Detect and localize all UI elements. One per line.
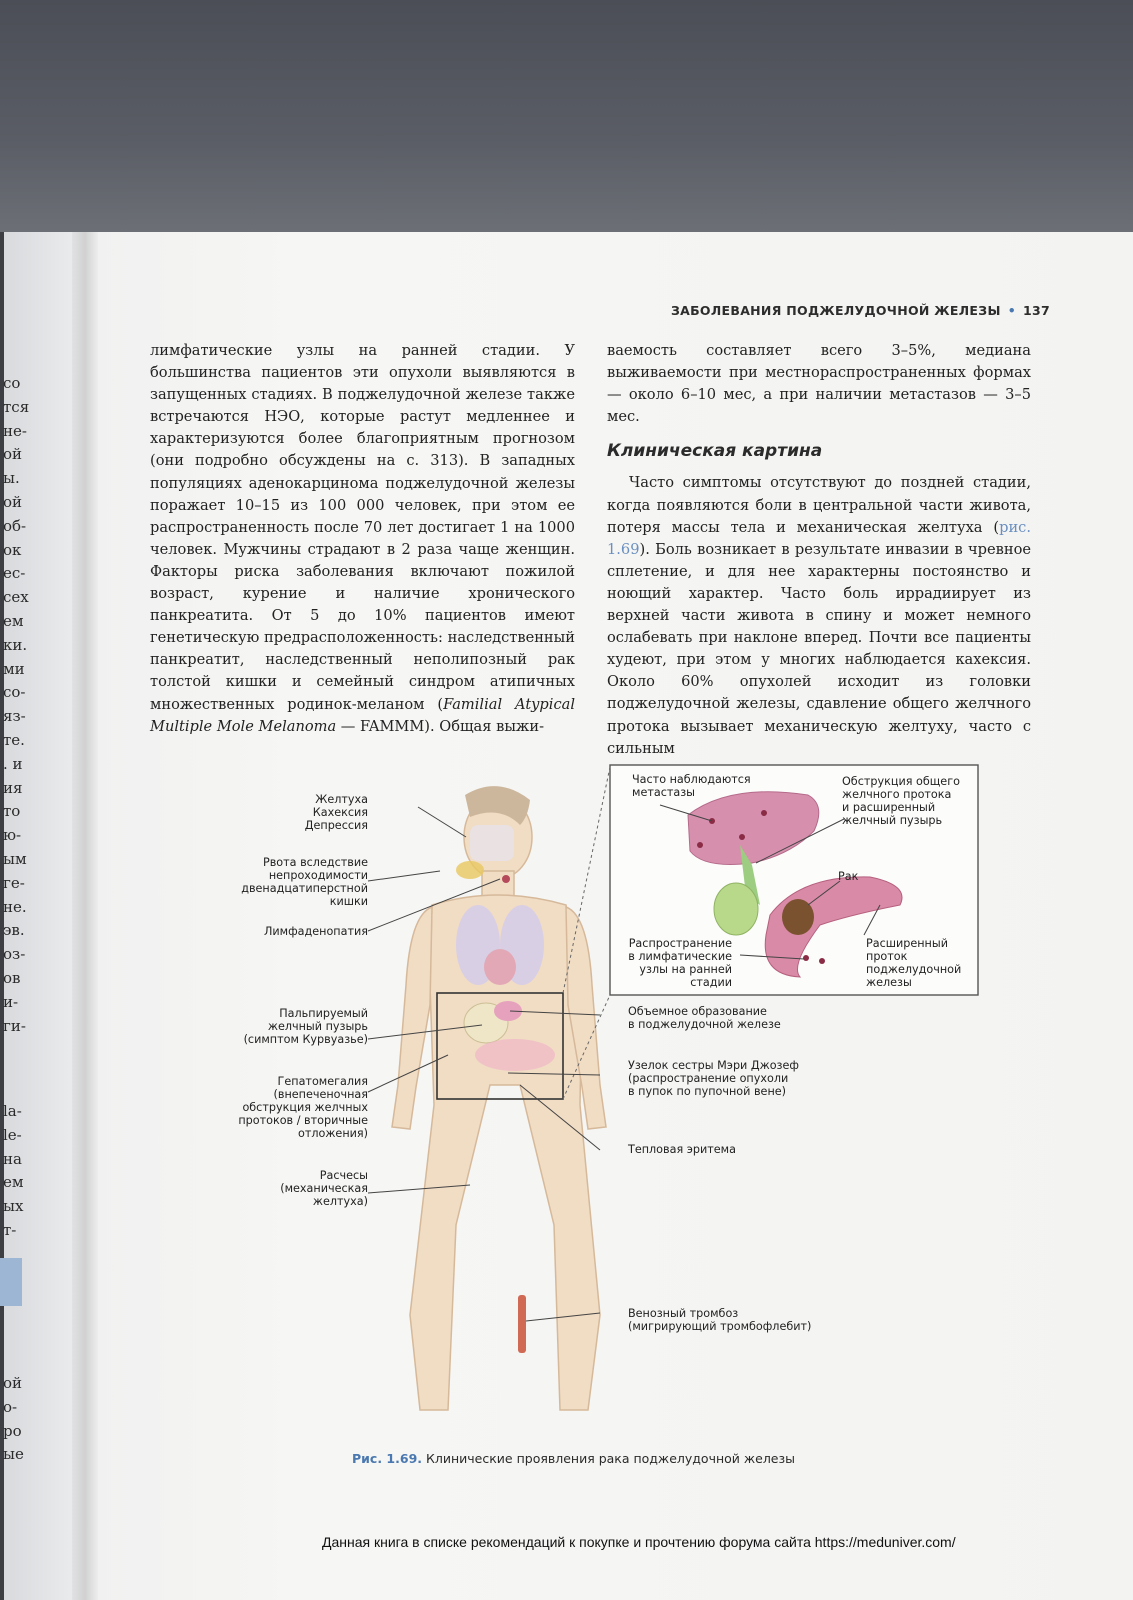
- running-head-separator: •: [1007, 303, 1016, 318]
- margin-fragment: яз-: [3, 707, 26, 726]
- margin-fragment: ем: [3, 1173, 24, 1192]
- heart: [484, 949, 516, 985]
- figure-illustration: [0, 755, 1133, 1455]
- human-body-illustration: [392, 795, 606, 1410]
- label-sister-mary-joseph: Узелок сестры Мэри Джозеф (распространение опухоли в пупок по пупочной вене): [628, 1059, 799, 1098]
- lymph-node-dot: [803, 955, 809, 961]
- venous-thrombosis-mark: [518, 1295, 526, 1353]
- margin-fragment: и-: [3, 992, 19, 1011]
- margin-fragment: ми: [3, 659, 25, 678]
- paragraph-text: — FAMMM). Общая выжи-: [336, 717, 545, 735]
- margin-fragment: . и: [3, 754, 23, 773]
- inset-label-metastases: Часто наблюдаются метастазы: [632, 773, 751, 799]
- label-vomiting: Рвота вследствие непроходимости двенадцатиперстной кишки: [241, 856, 368, 908]
- erythema-area: [475, 1039, 555, 1071]
- margin-fragment: о-: [3, 1397, 18, 1416]
- paragraph: ваемость составляет всего 3–5%, медиана выживаемости при местнораспространенных формах — около 6–10 мес, а при наличии метастазов — 3–5 мес.: [607, 342, 1031, 426]
- metastasis-dot: [739, 834, 745, 840]
- margin-fragment: об-: [3, 516, 27, 535]
- inset-gallbladder: [714, 883, 758, 935]
- inset-label-lymph-spread: Распространение в лимфатические узлы на ранней стадии: [628, 937, 732, 989]
- margin-fragment: ые: [3, 1445, 24, 1464]
- margin-fragment: т-: [3, 1220, 17, 1239]
- italic-term: Familial Atypical Multiple Mole Melanoma: [150, 695, 575, 735]
- margin-fragment: ы.: [3, 469, 20, 488]
- lymph-node-dot: [819, 958, 825, 964]
- figure-1-69: [0, 755, 1133, 1455]
- paragraph-text: лимфатические узлы на ранней стадии. У большинства пациентов эти опухоли выявляются в запущенных стадиях. В поджелудочной железе также встречаются НЭО, которые растут медленнее и характеризуются более благоприятным прогнозом (они подробно обсуждены на с. 313). В западных популяциях аденокарцинома поджелудочной железы поражает 10–15 из 100 000 человек, при этом ее распространенность после 70 лет достигает 1 на 1000 человек. Мужчины страдают в 2 раза чаще женщин. Факторы риска заболевания включают пожилой возраст, курение и наличие хронического панкреатита. От 5 до 10% пациентов имеют генетическую предрасположенность: наследственный панкреатит, наследственный неполипозный рак толстой кишки и семейный синдром атипичных множественных родинок-меланом (: [150, 342, 575, 713]
- inset-label-dilated-duct: Расширенный проток поджелудочной железы: [866, 937, 962, 989]
- inset-label-obstruction: Обструкция общего желчного протока и расширенный желчный пузырь: [842, 775, 960, 827]
- margin-fragment: со-: [3, 683, 26, 702]
- margin-fragment: ов: [3, 968, 21, 987]
- margin-fragment: la-: [3, 1102, 22, 1120]
- margin-fragment: со: [3, 374, 21, 392]
- running-head-title: ЗАБОЛЕВАНИЯ ПОДЖЕЛУДОЧНОЙ ЖЕЛЕЗЫ: [670, 303, 1001, 318]
- margin-fragment: те.: [3, 730, 25, 749]
- page-number: 137: [1023, 303, 1050, 318]
- text-column-left: [150, 340, 575, 738]
- metastasis-dot: [761, 810, 767, 816]
- margin-fragment: ем: [3, 611, 24, 630]
- text-column-right: [607, 340, 1031, 760]
- vomit-illustration: [456, 861, 484, 879]
- margin-fragment: ой: [3, 492, 23, 511]
- label-jaundice: Желтуха Кахексия Депрессия: [304, 793, 368, 832]
- margin-fragment: ки.: [3, 635, 28, 654]
- margin-fragment: le-: [3, 1125, 22, 1144]
- margin-fragment: ой: [3, 1374, 23, 1392]
- jaundice-face-tint: [470, 825, 514, 861]
- figure-caption: [352, 1451, 795, 1466]
- margin-fragment: не-: [3, 421, 27, 440]
- paragraph-text: ). Боль возникает в результате инвазии в чревное сплетение, и для нее характерны постоянство и ноющий характер. Часто боль иррадиирует из верхней части живота в спину и может немного ослабевать при наклоне вперед. Почти все пациенты худеют, при этом у многих наблюдается кахексия. Около 60% опухолей исходит из головки поджелудочной железы, сдавление общего желчного протока вызывает механическую желтуху, часто с сильным: [607, 540, 1031, 757]
- margin-fragment: ия: [3, 778, 23, 797]
- margin-fragment: ги-: [3, 1016, 26, 1035]
- margin-fragment: ой: [3, 445, 23, 464]
- inset-label-cancer: Рак: [838, 870, 859, 883]
- caption-number: Рис. 1.69.: [352, 1451, 423, 1466]
- margin-fragment: на: [3, 1149, 22, 1168]
- margin-fragment: не.: [3, 897, 27, 916]
- margin-fragment: ро: [3, 1421, 22, 1440]
- running-head: [610, 303, 1050, 318]
- paragraph: [150, 340, 575, 738]
- label-lymphadenopathy: Лимфаденопатия: [263, 925, 368, 938]
- figure-reference-link[interactable]: рис. 1.69: [607, 518, 1031, 558]
- label-venous-thrombosis: Венозный тромбоз (мигрирующий тромбофлебит): [628, 1307, 812, 1333]
- section-heading: Клиническая картина: [607, 441, 823, 462]
- margin-fragment: ых: [3, 1197, 24, 1216]
- margin-fragment: ге-: [3, 873, 25, 892]
- footer-note: Данная книга в списке рекомендаций к покупке и прочтению форума сайта https://meduniver.com/: [322, 1534, 956, 1550]
- margin-fragment: ым: [3, 849, 27, 868]
- margin-fragment: ес-: [3, 564, 26, 583]
- margin-fragment: тся: [3, 397, 30, 416]
- right-arm: [392, 907, 432, 1129]
- margin-fragment: оз-: [3, 945, 26, 964]
- lymph-node-mark: [502, 875, 510, 883]
- paragraph: [607, 472, 1031, 759]
- label-palpable-gallbladder: Пальпируемый желчный пузырь (симптом Курвуазье): [243, 1007, 368, 1046]
- margin-fragment: ок: [3, 540, 22, 559]
- label-scratches: Расчесы (механическая желтуха): [280, 1169, 368, 1208]
- label-pancreatic-mass: Объемное образование в поджелудочной железе: [628, 1005, 781, 1031]
- label-hepatomegaly: Гепатомегалия (внепеченочная обструкция желчных протоков / вторичные отложения): [238, 1075, 368, 1140]
- margin-fragment: то: [3, 802, 21, 821]
- margin-fragment: ю-: [3, 826, 22, 845]
- scan-dark-band: [0, 0, 1133, 232]
- metastasis-dot: [697, 842, 703, 848]
- label-erythema: Тепловая эритема: [628, 1143, 736, 1156]
- margin-fragment: сех: [3, 588, 29, 607]
- paragraph-text: Часто симптомы отсутствуют до поздней стадии, когда появляются боли в центральной части живота, потеря массы тела и механическая желтуха (: [607, 474, 1031, 536]
- caption-text: Клинические проявления рака поджелудочной железы: [426, 1451, 796, 1466]
- margin-fragment: эв.: [3, 921, 25, 940]
